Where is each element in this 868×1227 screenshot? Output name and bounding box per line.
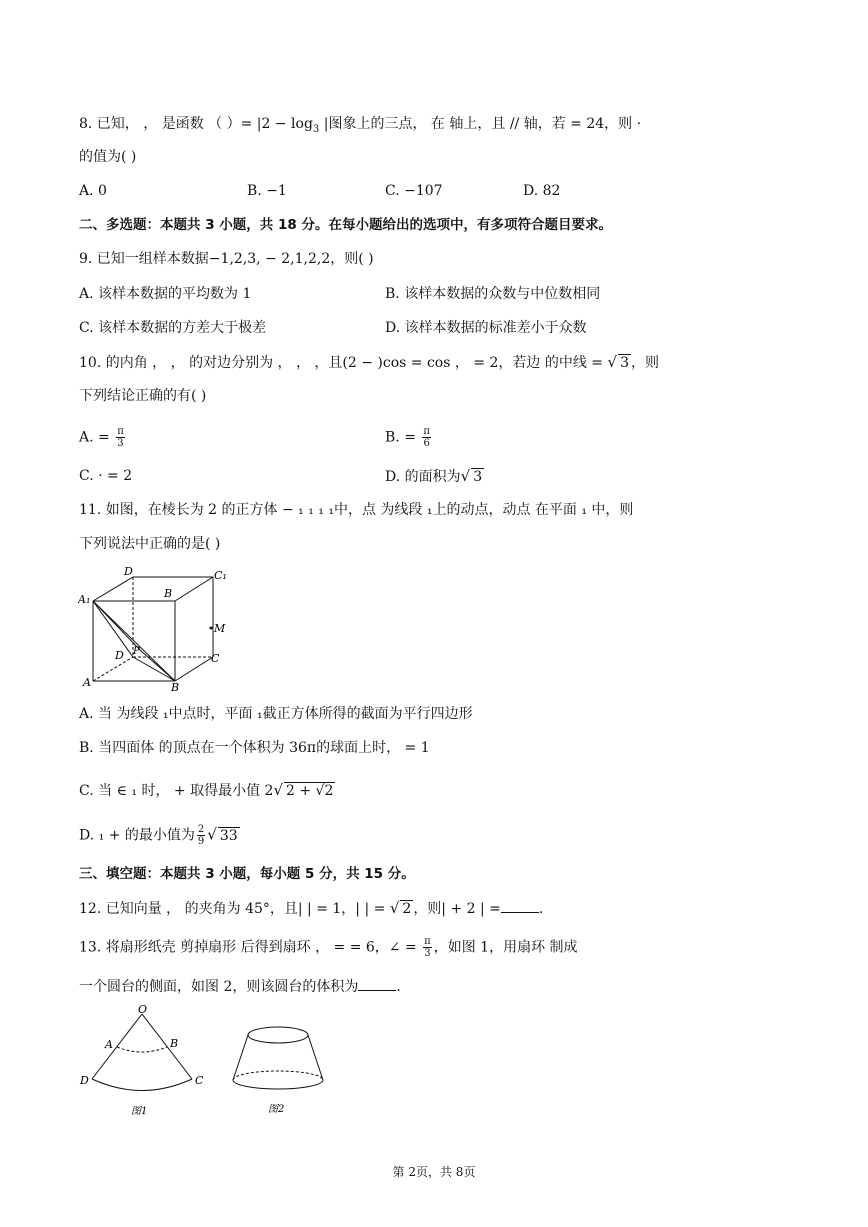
q11-option-a: A. 当 为线段 ₁中点时，平面 ₁截正方体所得的截面为平行四边形 (79, 706, 473, 722)
q11-option-b: B. 当四面体 的顶点在一个体积为 36π的球面上时， = 1 (79, 740, 430, 756)
fig-label-a1: A₁ (78, 593, 91, 606)
fig-label-c1: C₁ (214, 569, 227, 582)
q12-answer-blank[interactable] (501, 898, 539, 913)
q8-option-b: B. −1 (247, 183, 287, 199)
fig1-label-d: D (80, 1074, 89, 1087)
q8-line2: 的值为( ) (79, 149, 137, 165)
fig2-caption: 图2 (268, 1104, 285, 1115)
cube-figure (78, 564, 238, 694)
q9-option-c: C. 该样本数据的方差大于极差 (79, 320, 267, 336)
q12-line: 12. 已知向量 ， 的夹角为 45°，且| | = 1，| | = √ 2 ，则| + 2 | = . (79, 899, 544, 917)
q10-option-d: D. 的面积为√ 3 (385, 467, 483, 485)
q8-line1: 8. 已知， ， 是函数 （ ）= $|2 - \log_3$ |图象上的三点， 在 轴上，且 // 轴，若 = 24，则 · (79, 116, 642, 135)
q13-answer-blank[interactable] (358, 976, 396, 991)
sector-ring-figure (78, 1002, 218, 1120)
q8-option-c: C. −107 (385, 183, 443, 199)
q8-option-a: A. 0 (79, 183, 107, 199)
fig-label-a: A (83, 676, 91, 689)
q10-line2: 下列结论正确的有( ) (79, 388, 207, 404)
q11-option-c: C. 当 ∈ ₁ 时， + 取得最小值 2√ 2 + √2 (79, 781, 334, 799)
fig-label-b-top: B (164, 587, 173, 600)
fig-label-p: P (133, 646, 140, 657)
fig1-label-o: O (138, 1003, 148, 1016)
q11-option-d: D. ₁ + 的最小值为 $\frac{2}{9}$ √ 33 (79, 824, 238, 847)
q9-stem: 9. 已知一组样本数据−1,2,3, − 2,1,2,2，则( ) (79, 251, 374, 267)
fig1-label-c: C (195, 1074, 204, 1087)
q10-option-b: B. = $\frac{\pi}{6}$ (385, 426, 430, 449)
q8-option-d: D. 82 (523, 183, 561, 199)
q11-line1: 11. 如图，在棱长为 2 的正方体 − ₁ ₁ ₁ ₁中，点 为线段 ₁上的动点，动点 在平面 ₁ 中，则 (79, 502, 634, 518)
fig-label-d-top: D (124, 565, 133, 578)
fig1-label-a: A (105, 1038, 113, 1051)
q10-option-c: C. · = 2 (79, 468, 133, 484)
page-footer: 第 2页，共 8页 (392, 1165, 476, 1179)
q11-line2: 下列说法中正确的是( ) (79, 536, 221, 552)
fig-label-d: D (115, 649, 124, 662)
q13-line1: 13. 将扇形纸壳 剪掉扇形 后得到扇环 ， = = 6，∠ = $\frac{\pi}{3}$ ，如图 1，用扇环 制成 (79, 936, 578, 959)
q10-line1: 10. 的内角 ， ， 的对边分别为 ， ， ，且(2 − )cos = cos ， = 2，若边 的中线 = √ 3 ，则 (79, 353, 659, 371)
fig-label-c: C (211, 652, 220, 665)
q9-option-b: B. 该样本数据的众数与中位数相同 (385, 286, 601, 302)
fig1-label-b: B (170, 1037, 179, 1050)
q10-option-a: A. = $\frac{\pi}{3}$ (79, 426, 124, 449)
fig-label-m: M (214, 622, 226, 635)
frustum-figure (228, 1020, 338, 1120)
fig1-caption: 图1 (131, 1106, 148, 1117)
q13-line2: 一个圆台的侧面，如图 2，则该圆台的体积为 . (79, 976, 401, 997)
section-heading-fill-in: 三、填空题：本题共 3 小题，每小题 5 分，共 15 分。 (79, 866, 415, 882)
section-heading-multiple-choice: 二、多选题：本题共 3 小题，共 18 分。在每小题给出的选项中，有多项符合题目要求。 (79, 217, 612, 233)
q9-option-d: D. 该样本数据的标准差小于众数 (385, 320, 587, 336)
q9-option-a: A. 该样本数据的平均数为 1 (79, 286, 252, 302)
fig-label-b: B (171, 681, 180, 694)
